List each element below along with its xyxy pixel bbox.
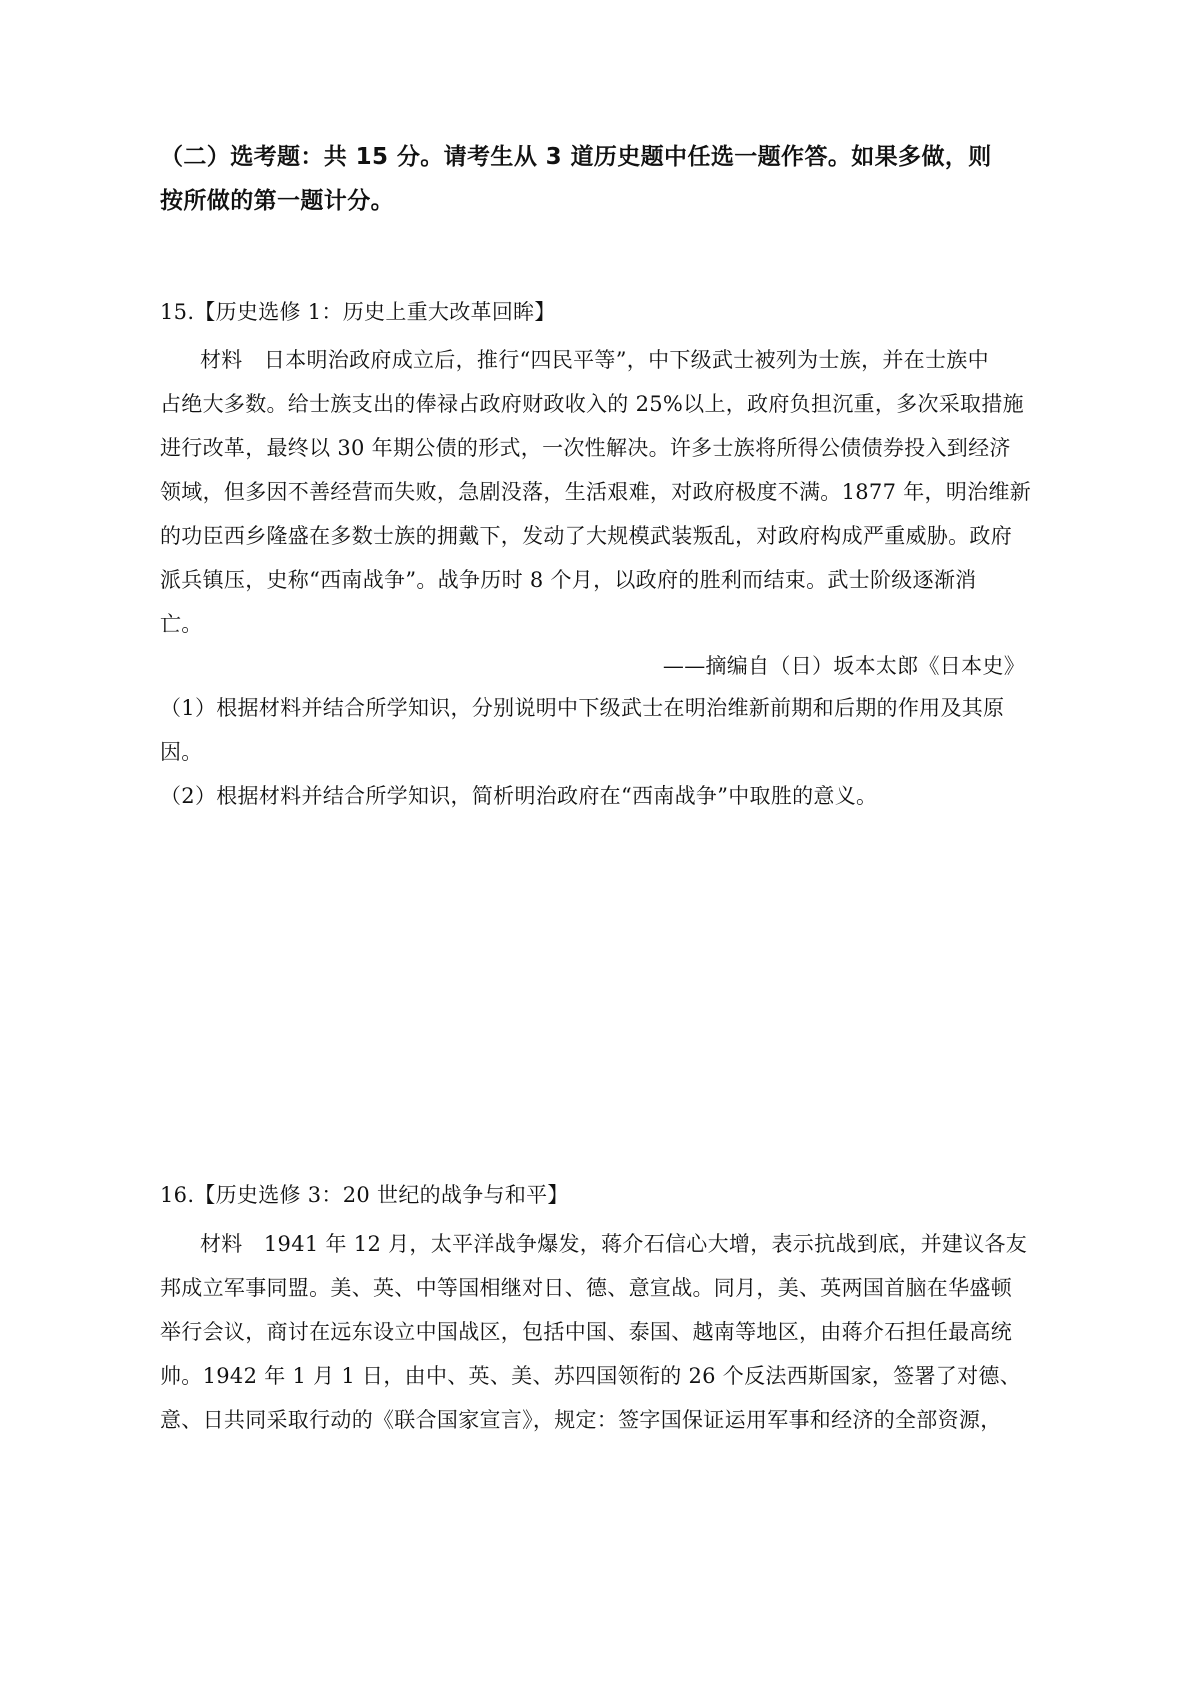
q16-material-line-5: 意、日共同采取行动的《联合国家宣言》，规定：签字国保证运用军事和经济的全部资源， (160, 1408, 1002, 1432)
q15-material-line-1: 材料 日本明治政府成立后，推行“四民平等”，中下级武士被列为士族，并在士族中 (200, 348, 989, 372)
q15-material-line-2: 占绝大多数。给士族支出的俸禄占政府财政收入的 25%以上，政府负担沉重，多次采取措施 (160, 392, 1024, 416)
q16-material-line-4: 帅。1942 年 1 月 1 日，由中、英、美、苏四国领衔的 26 个反法西斯国家，签署了对德、 (160, 1364, 1022, 1388)
question-15-title: 15.【历史选修 1：历史上重大改革回眸】 (160, 300, 556, 324)
q15-material-line-3: 进行改革，最终以 30 年期公债的形式，一次性解决。许多士族将所得公债债券投入到经济 (160, 436, 1011, 460)
q15-material-line-6: 派兵镇压，史称“西南战争”。战争历时 8 个月，以政府的胜利而结束。武士阶级逐渐消 (160, 568, 977, 592)
q15-source-citation: ——摘编自（日）坂本太郎《日本史》 (662, 654, 1025, 678)
q15-subquestion-1-line-1: （1）根据材料并结合所学知识，分别说明中下级武士在明治维新前期和后期的作用及其原 (160, 696, 1005, 720)
q16-material-line-1: 材料 1941 年 12 月，太平洋战争爆发，蒋介石信心大增，表示抗战到底，并建议各友 (200, 1232, 1028, 1256)
q16-material-line-3: 举行会议，商讨在远东设立中国战区，包括中国、泰国、越南等地区，由蒋介石担任最高统 (160, 1320, 1012, 1344)
section-heading-line-1: （二）选考题：共 15 分。请考生从 3 道历史题中任选一题作答。如果多做，则 (160, 144, 992, 170)
q15-subquestion-2: （2）根据材料并结合所学知识，简析明治政府在“西南战争”中取胜的意义。 (160, 784, 878, 808)
q15-subquestion-1-line-2: 因。 (160, 740, 203, 764)
section-heading-line-2: 按所做的第一题计分。 (160, 188, 394, 214)
q15-material-line-4: 领域，但多因不善经营而失败，急剧没落，生活艰难，对政府极度不满。1877 年，明治维新 (160, 480, 1032, 504)
q15-material-line-7: 亡。 (160, 612, 203, 636)
q16-material-line-2: 邦成立军事同盟。美、英、中等国相继对日、德、意宣战。同月，美、英两国首脑在华盛顿 (160, 1276, 1012, 1300)
question-16-title: 16.【历史选修 3：20 世纪的战争与和平】 (160, 1183, 569, 1207)
q15-material-line-5: 的功臣西乡隆盛在多数士族的拥戴下，发动了大规模武装叛乱，对政府构成严重威胁。政府 (160, 524, 1012, 548)
